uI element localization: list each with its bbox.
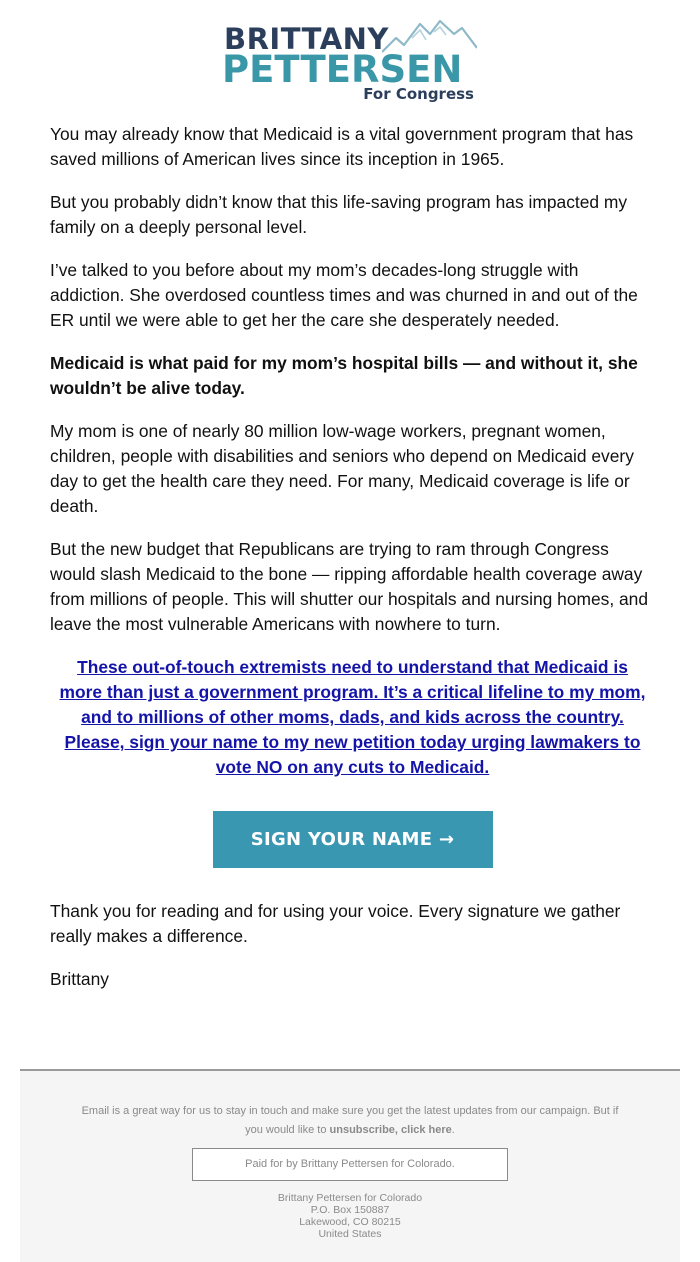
petition-link[interactable]: These out-of-touch extremists need to understand that Medicaid is more than just a government program. It’s a critical lifeline to my mom, and to millions of other moms, dads, and kids across the country. Please, sign your name to my new petition today urging lawmakers to vote NO on any cuts to Medicaid. xyxy=(59,657,646,777)
signature: Brittany xyxy=(50,969,109,989)
logo-first-name: BRITTANY xyxy=(224,22,389,56)
footer-note-end: . xyxy=(451,1124,455,1136)
closing-paragraph: Thank you for reading and for using your voice. Every signature we gather really makes a difference. xyxy=(50,901,621,946)
footer-note xyxy=(75,1102,625,1140)
address-org: Brittany Pettersen for Colorado xyxy=(277,1192,423,1204)
bold-paragraph: Medicaid is what paid for my mom’s hospital bills — and without it, she wouldn’t be alive today. xyxy=(50,353,638,398)
footer-note-text: Email is a great way for us to stay in touch and make sure you get the latest updates from our campaign. But if you would like to xyxy=(81,1105,619,1136)
mailing-address xyxy=(20,1192,680,1240)
cta-wrapper xyxy=(50,811,655,868)
sign-your-name-button[interactable]: SIGN YOUR NAME → xyxy=(213,811,493,868)
email-body xyxy=(50,122,655,1010)
paragraph-3: I’ve talked to you before about my mom’s decades-long struggle with addiction. She overdosed countless times and was churned in and out of the ER until we were able to get her the care she desperately needed. xyxy=(50,260,638,330)
address-po-box: P.O. Box 150887 xyxy=(310,1204,390,1216)
paragraph-1: You may already know that Medicaid is a vital government program that has saved millions of American lives since its inception in 1965. xyxy=(50,124,634,169)
unsubscribe-link[interactable]: unsubscribe, click here xyxy=(329,1124,452,1136)
logo-tagline: For Congress xyxy=(363,85,474,103)
paragraph-4: My mom is one of nearly 80 million low-wage workers, pregnant women, children, people with disabilities and seniors who depend on Medicaid every day to get the health care they need. For many, Medicaid coverage is life or death. xyxy=(50,421,634,516)
paid-for-disclaimer: Paid for by Brittany Pettersen for Colorado. xyxy=(192,1148,508,1181)
address-city: Lakewood, CO 80215 xyxy=(299,1216,401,1228)
email-footer xyxy=(20,1069,680,1262)
logo-last-name: PETTERSEN xyxy=(222,48,463,91)
paragraph-5: But the new budget that Republicans are trying to ram through Congress would slash Medicaid to the bone — ripping affordable health coverage away from millions of people. This will shutter our hospitals and nursing homes, and leave the most vulnerable Americans with nowhere to turn. xyxy=(50,539,649,634)
campaign-logo xyxy=(222,18,482,106)
address-country: United States xyxy=(318,1228,382,1240)
paragraph-2: But you probably didn’t know that this life-saving program has impacted my family on a deeply personal level. xyxy=(50,192,628,237)
